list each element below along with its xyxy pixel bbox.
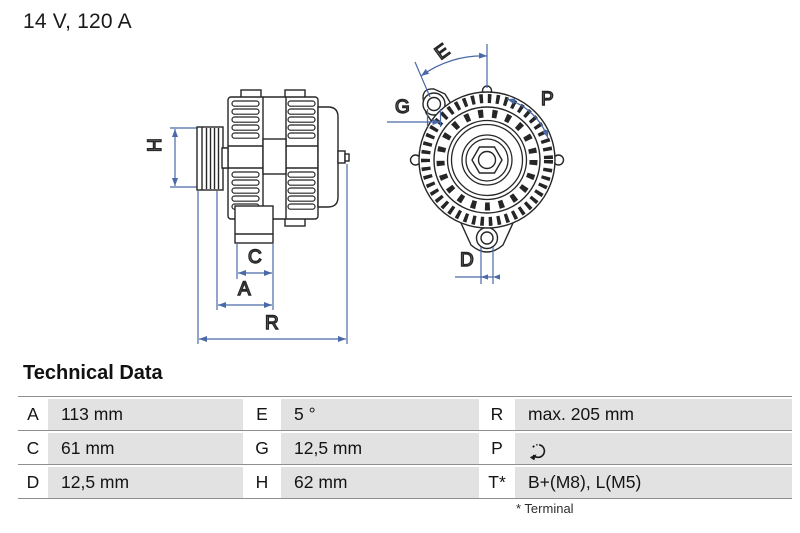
dim-label-p: P — [541, 89, 554, 110]
dim-value: B+(M8), L(M5) — [515, 467, 792, 498]
dim-key: P — [479, 433, 515, 464]
terminal-footnote: * Terminal — [516, 501, 574, 516]
dim-label-c: C — [248, 247, 262, 268]
dim-label-h: H — [145, 138, 166, 152]
alternator-body — [222, 90, 349, 243]
side-view-drawing — [145, 90, 349, 344]
dim-key: E — [243, 399, 281, 430]
dim-value: 113 mm — [48, 399, 243, 430]
spec-title: 14 V, 120 A — [23, 10, 132, 33]
technical-data-heading: Technical Data — [23, 362, 163, 384]
dim-label-r: R — [265, 313, 279, 334]
dim-value: 5 ° — [281, 399, 479, 430]
pulley — [197, 127, 223, 190]
dim-key: A — [18, 399, 48, 430]
front-view-drawing — [387, 40, 800, 284]
table-row — [18, 397, 792, 431]
dim-label-a: A — [238, 279, 251, 300]
dimension-h — [170, 128, 198, 187]
rotation-direction-cell — [515, 433, 792, 464]
dim-key: H — [243, 467, 281, 498]
alternator-face — [419, 92, 555, 228]
dim-value: 12,5 mm — [48, 467, 243, 498]
dim-value: 61 mm — [48, 433, 243, 464]
dim-value: 12,5 mm — [281, 433, 479, 464]
dimension-d — [455, 247, 800, 284]
dim-key: T* — [479, 467, 515, 498]
dim-value: max. 205 mm — [515, 399, 792, 430]
dim-key: G — [243, 433, 281, 464]
dim-value: 62 mm — [281, 467, 479, 498]
dim-key: R — [479, 399, 515, 430]
dimension-e — [415, 44, 487, 97]
dim-label-d: D — [460, 250, 474, 271]
table-row — [18, 431, 792, 465]
table-row — [18, 465, 792, 499]
dim-label-g: G — [395, 97, 410, 118]
rear-cover — [318, 107, 338, 207]
mounting-foot — [235, 206, 273, 243]
dim-label-e: E — [431, 39, 454, 65]
dim-key: D — [18, 467, 48, 498]
terminal-stud — [338, 151, 349, 163]
dim-key: C — [18, 433, 48, 464]
rotation-direction-icon — [528, 441, 548, 461]
technical-data-table — [18, 396, 792, 499]
